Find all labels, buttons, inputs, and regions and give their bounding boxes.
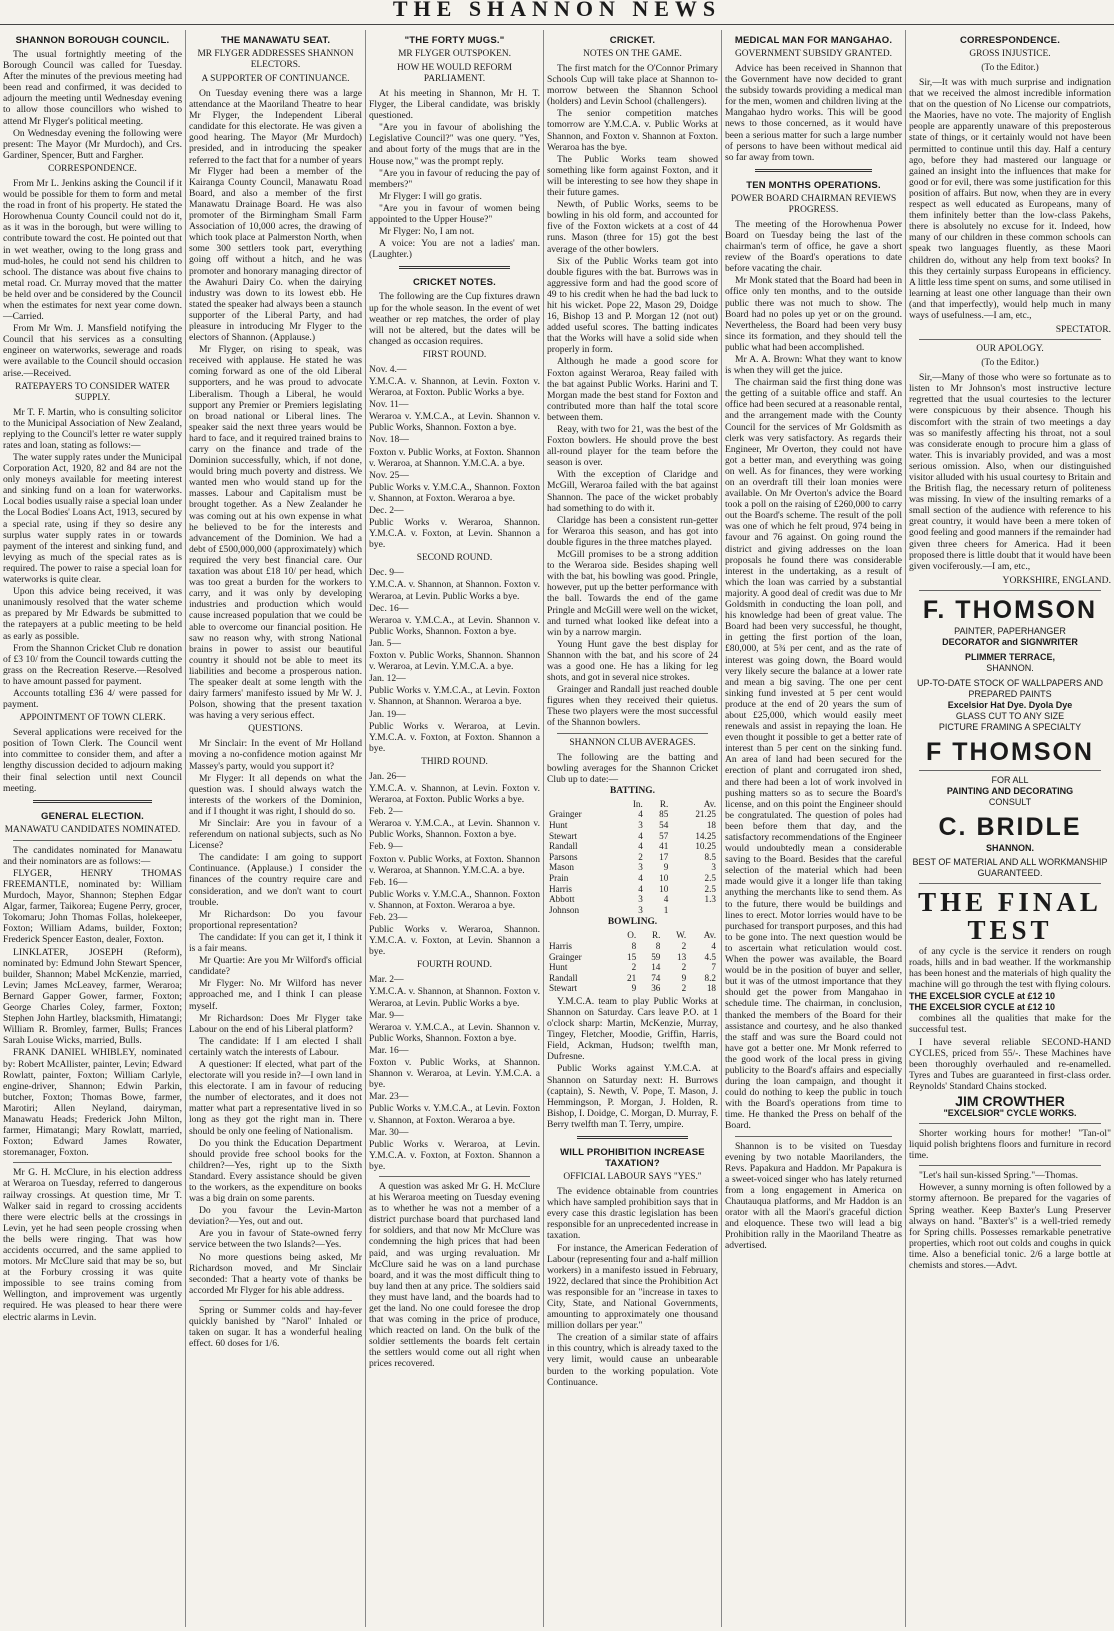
- table-cell: 8: [631, 940, 637, 951]
- round-heading: THIRD ROUND.: [421, 756, 488, 767]
- fixture-text: Foxton v. Public Works, at Foxton. Shannon v. Weraroa, at Shannon. Y.M.C.A. a bye.: [369, 853, 540, 876]
- table-row: [547, 973, 718, 984]
- headline-manawatu-seat: THE MANAWATU SEAT.: [220, 35, 331, 46]
- fixture-date: Jan. 19—: [369, 708, 406, 720]
- table-row: [547, 841, 718, 852]
- article-paragraph: Mr Sinclair: In the event of Mr Holland moving a no-confidence motion against Mr Massey's party, would you support it?: [189, 738, 362, 772]
- headline-prohibition: WILL PROHIBITION INCREASE TAXATION?: [560, 1147, 705, 1170]
- article-paragraph: The usual fortnightly meeting of the Borough Council was called for Tuesday. After the minutes of the previous meeting had been read and confirmed, it was decided to adjourn the meeting until Wednesday evening to allow those councillors who wished to attend Mr Flyger's political meeting.: [3, 49, 182, 127]
- article-paragraph: The chairman said the first thing done was the getting of a suitable office and staff. An office had been secured at a reasonable rental, and the arrangement made with the County Council for the services of Mr Goldsmith as clerk was very satisfactory. As regards their Engineer, Mr Overton, they could not have got a better man, and everything was going on well. As for finances, they were working on an overdraft till their loan monies were available. On Mr Overton's advice the Board took a poll on the raising of £260,000 to carry out the Board's scheme. The result of the poll was one of which he felt proud, 974 being in favour and 76 against. On going round the district and giving addresses on the loan proposals he found there was considerable interest in the undertaking, as a result of which the loan was carried by a substantial majority. A good deal of credit was due to Mr Goldsmith in conducting the loan poll, and his knowledge had been of great value. The Board had been very successful, he thought, in getting the first portion of the loan, £80,000, at 5¾ per cent, and as the rate of interest was going down, the Board would very likely secure the balance at a lower rate and mean a big saving. The one per cent sinking fund invested at 5 per cent would produce at the end of 20 years the sum of about £25,000, which would easily meet renewals and assist in repaying the loan. He even thought it possible to get a better rate of interest than 5 per cent on the sinking fund. An area of land had been secured for the erection of plant and corrugated iron shed, and there had been a lot of work involved in pushing matters so as to secure the Board's license, and on this point the Engineer should be congratulated. The question of poles had been before them that day, and the satisfactory recommendations of the Engineer would undoubtedly mean a considerable saving to the Board. Besides that the careful selection of the material which had been made would give it a longer life than taking anything the merchants like to send them. As to the future, there would be buildings and lines to erect. Motor lorries would have to be purchased for transport purposes, and this had to be gone into. The next question would be to ascertain what reticulation would cost. When the power was available, the Board would be in the position of buyer and seller, but it was of the utmost importance that they should get the power from Mangahao in schedule time. The chairman, in conclusion, thanked the members of the Board for their assistance and courtesy, and he also thanked the staff and was sure the Board could not have got a better one. Mr Monk referred to the good work of the local press in giving publicity to the Board's affairs and especially during the loan campaign, and thought it could do nothing to keep the public in touch with the Board's operations from time to time. He thanked the Press on behalf of the Board.: [725, 377, 902, 1132]
- fixture-list: [369, 974, 540, 1172]
- table-cell: Harris: [549, 940, 572, 951]
- table-cell: 2.5: [704, 883, 716, 894]
- bowling-title: BOWLING.: [607, 917, 658, 928]
- subheading: MR FLYGER ADDRESSES SHANNON ELECTORS.: [197, 49, 354, 70]
- article-paragraph: From Mr L. Jenkins asking the Council if it would be possible for them to form and metal the road in front of his property. He stated the Horowhenua County Council could not do it, as it was in the borough, but were willing to contribute toward the cost. He pointed out that in wet weather, owing to the long grass and mud-holes, he could not send his children to school. The distance was about five chains to metal road. Cr. Murray moved that the matter be held over and be considered by the Council when the estimates for next year come down.—Carried.: [3, 177, 182, 323]
- subheading: GOVERNMENT SUBSIDY GRANTED.: [734, 49, 893, 59]
- article-paragraph: For instance, the American Federation of Labour (representing four and a-half million workers) in a manifesto issued in February, 1922, declared that since the Prohibition Act was responsible for an "increase in taxes to City, State, and National Governments, amounting to approximately one thousand million dollars per year.": [547, 1242, 718, 1332]
- fixture-text: Foxton v. Public Works, Shannon. Shannon v. Weraroa, at Levin. Y.M.C.A. a bye.: [369, 650, 540, 673]
- article-paragraph: The creation of a similar state of affairs in this country, which is already taxed to the very limit, would cause an unbearable burden to the working population. Vote Continuance.: [547, 1332, 718, 1388]
- subheading-correspondence: CORRESPONDENCE.: [48, 163, 137, 174]
- headline-general-election: GENERAL ELECTION.: [41, 810, 144, 822]
- table-row: [547, 862, 718, 873]
- column-3: [366, 30, 544, 1627]
- table-cell: 85: [659, 809, 669, 820]
- table-cell: 9: [631, 983, 637, 994]
- advert-title: THE FINAL TEST: [918, 886, 1102, 945]
- table-row: [547, 894, 718, 905]
- article-paragraph: The senior competition matches tomorrow are Y.M.C.A. v. Public Works at Shannon, and Foxton v. Shannon at Foxton. Weraroa has the bye.: [547, 108, 718, 153]
- table-cell: 21.25: [695, 809, 716, 820]
- table-cell: Randall: [549, 972, 578, 983]
- article-paragraph: The Public Works team showed something like form against Foxton, and it will be interesting to see how they shape in their future games.: [547, 153, 718, 199]
- table-cell: 4: [638, 809, 643, 820]
- fixture-text: Public Works v. Y.M.C.A., at Levin. Foxton v. Shannon, at Foxton. Weraroa a bye.: [369, 1103, 540, 1126]
- table-cell: Johnson: [549, 904, 580, 915]
- divider: [13, 1162, 172, 1163]
- headline-cricket: CRICKET.: [609, 35, 656, 46]
- column-1: [0, 30, 186, 1627]
- fixture-text: Y.M.C.A. v. Shannon, at Shannon. Foxton v. Weraroa, at Levin. Public Works a bye.: [369, 579, 540, 602]
- fixture-text: Public Works v. Weraroa, Shannon. Y.M.C.A. v. Foxton, at Levin. Shannon a bye.: [369, 924, 540, 958]
- fixture-date: Mar. 2—: [369, 974, 404, 986]
- table-cell: 14: [651, 962, 661, 973]
- advert-name: C. BRIDLE: [938, 812, 1082, 841]
- divider: [577, 1136, 688, 1139]
- table-cell: 9: [663, 862, 669, 873]
- table-cell: 4: [638, 830, 643, 841]
- table-cell: 10: [659, 883, 669, 894]
- article-paragraph: Public Works against Y.M.C.A. at Shannon on Saturday next: H. Burrows (captain), S. Newth, V. Pope, T. Mason, J. Hemmingson, P. Morgan, J. Holden, R. Bishop, I. Doidge, C. Morgan, D. Murray, F. Berry twelfth man T. Terry, umpire.: [547, 1063, 718, 1130]
- column-5: [722, 30, 906, 1627]
- table-cell: 8.2: [704, 972, 716, 983]
- fixture-date: Dec. 16—: [369, 602, 409, 614]
- letter-signature: SPECTATOR.: [1055, 324, 1111, 336]
- divider: [13, 840, 172, 841]
- table-cell: 2: [631, 962, 637, 973]
- fixture-date: Feb. 9—: [369, 841, 403, 853]
- article-paragraph: Accounts totalling £36 4/ were passed for payment.: [3, 687, 182, 711]
- advert-line: PICTURE FRAMING A SPECIALTY: [938, 721, 1082, 732]
- article-paragraph: The first match for the O'Connor Primary Schools Cup will take place at Shannon to-morrow between the Shannon School (holders) and Levin School (challengers).: [547, 63, 718, 108]
- table-cell: 4: [711, 940, 716, 951]
- table-cell: 59: [651, 951, 661, 962]
- fixture-list: [369, 364, 540, 551]
- table-row: [547, 905, 718, 916]
- bowling-table: [547, 930, 718, 994]
- table-cell: 21: [627, 972, 637, 983]
- table-header: In.: [632, 798, 643, 809]
- letter-signature: YORKSHIRE, ENGLAND.: [1002, 574, 1111, 586]
- table-header: W.: [676, 930, 687, 941]
- advert-name: F THOMSON: [926, 737, 1094, 766]
- article-paragraph: FRANK DANIEL WHIBLEY, nominated by: Robert McAllister, painter, Levin; Edward Rowlatt, painter, Foxton; William Carlyle, engine-driver, Shannon; Edwin Parkin, butcher, Foxton; Thomas Bowe, farmer, Marotiri; Allen Neyland, dairyman, Manawatu Heads; Frederick John Milton, farmer, Himatangi; Mary Rowlatt, married, Foxton; Edward James Rowater, storemanager, Foxton.: [3, 1047, 182, 1159]
- article-paragraph: Mr T. F. Martin, who is consulting solicitor to the Municipal Association of New Zealand, replying to the Council's letter re water supply rates and loan, stating as follows:—: [3, 406, 182, 451]
- article-paragraph: No more questions being asked, Mr Richardson moved, and Mr Sinclair seconded: That a hearty vote of thanks be accorded Mr Flyger for his able address.: [189, 1251, 362, 1296]
- letter-address: (To the Editor.): [981, 358, 1039, 369]
- table-cell: 3: [711, 862, 716, 873]
- fixture-date: Nov. 11—: [369, 399, 409, 411]
- headline-forty-mugs: "THE FORTY MUGS.": [404, 35, 505, 46]
- column-2: [186, 30, 366, 1627]
- table-cell: 54: [659, 820, 669, 830]
- table-header: Av.: [703, 930, 716, 941]
- article-paragraph: The meeting of the Horowhenua Power Board on Tuesday being the last of the chairman's term of office, he gave a short review of the Board's operations to date before vacating the chair.: [725, 218, 902, 275]
- fixture-text: Public Works v. Weraroa, at Levin. Y.M.C.A. v. Foxton, at Foxton. Shannon a bye.: [369, 1138, 540, 1172]
- subheading-water-supply: RATEPAYERS TO CONSIDER WATER SUPPLY.: [15, 381, 170, 403]
- article-paragraph: Y.M.C.A. team to play Public Works at Shannon on Saturday. Cars leave P.O. at 1 o'clock sharp: Martin, McKenzie, Murray, Tingey, Fletcher, Moodie, Griffin, Harris, Field, Ackman, Hudson; twelfth man, Dufresne.: [547, 995, 718, 1063]
- article-paragraph: A question was asked Mr G. H. McClure at his Weraroa meeting on Tuesday evening as to whether he was not a member of a district purchase board that purchased land for soldiers, and that now Mr McClure was condemning the high prices that had been paid, and was urging revaluation. Mr McClure said he was on a land purchase board, and it was the most difficult thing to buy land then at any price. The soldiers said they must have land, and the boards had to get the land. No one could foresee the drop that was coming in the price of produce, which reacted on land. On the bulk of the soldier settlements the boards felt certain the settlers would come out all right when prices recovered.: [369, 1180, 540, 1370]
- table-cell: [670, 905, 718, 916]
- table-row: [547, 941, 718, 952]
- table-cell: 13: [677, 951, 687, 962]
- table-cell: 4: [663, 894, 669, 905]
- table-cell: 8: [655, 940, 661, 951]
- fixture-text: Public Works v. Y.M.C.A., Shannon. Foxton v. Shannon, at Foxton. Weraroa a bye.: [369, 888, 540, 911]
- advert-line: UP-TO-DATE STOCK OF WALLPAPERS AND PREPARED PAINTS: [916, 677, 1104, 699]
- article-paragraph: Mr A. A. Brown: What they want to know is when they will get the juice.: [725, 353, 902, 377]
- advert-line: GLASS CUT TO ANY SIZE: [955, 710, 1065, 721]
- article-paragraph: Claridge has been a consistent run-getter for Weraroa this season, and has got into double figures in the three matches played.: [547, 514, 718, 548]
- subheading: POWER BOARD CHAIRMAN REVIEWS PROGRESS.: [730, 193, 897, 215]
- advert-line: SHANNON.: [986, 662, 1034, 673]
- article-paragraph: The evidence obtainable from countries which have sampled prohibition says that in every case this drastic legislation has been responsible for an unprecedented increase in taxation.: [547, 1186, 718, 1242]
- advert-paragraph: Spring or Summer colds and hay-fever quickly banished by "Narol" Inhaled or taken on sugar. It has a wonderful healing effect. 60 doses for 1/6.: [189, 1304, 362, 1350]
- fixture-text: Public Works v. Y.M.C.A., at Levin. Foxton v. Shannon, at Shannon. Weraroa a bye.: [369, 685, 540, 708]
- article-paragraph: Shannon is to be visited on Tuesday evening by two notable Maorilanders, the Revs. Papakura and Haddon. Mr Papakura is a sweet-voiced singer who has lately returned from a long engagement in America on Chautauqua platforms, and Mr Haddon is an orator with all the Maori's graceful diction and eloquence. These two will lead a big Prohibition rally in the Maoriland Theatre as advertised.: [725, 1140, 902, 1252]
- fixture-date: Feb. 16—: [369, 876, 408, 888]
- article-paragraph: Mr Flyger: No, I am not.: [379, 226, 475, 238]
- table-cell: Grainger: [549, 809, 582, 820]
- advert-line: PLIMMER TERRACE,: [965, 651, 1055, 662]
- table-header: [547, 930, 614, 941]
- article-paragraph: Mr G. H. McClure, in his election address at Weraroa on Tuesday, referred to dangerous railway crossings. At question time, Mr T. Walker said in regard to crossing accidents there were electric bells at the crossings in Levin, yet he had seen people crossing when the bells were ringing. That was how accidents occurred, and the same applied to motors. Mr McClure said that may be so, but at the Forbury crossing it was quite impossible to see trains coming from Wellington, and improvement was urgently required. He was pleased to hear there were electric alarms in Levin.: [3, 1167, 182, 1323]
- article-paragraph: Young Hunt gave the best display for Shannon with the bat, and his score of 24 was a good one. He has a liking for leg shots, and got in several nice strokes.: [547, 638, 718, 684]
- headline-borough-council: SHANNON BOROUGH COUNCIL.: [15, 35, 170, 46]
- article-paragraph: Mr Flyger: I will go gratis.: [379, 190, 482, 202]
- table-cell: Parsons: [549, 851, 578, 862]
- table-cell: 18: [706, 983, 716, 994]
- headline-cricket-notes: CRICKET NOTES.: [412, 277, 497, 289]
- article-paragraph: Do you favour the Levin-Marton deviation?—Yes, out and out.: [189, 1205, 362, 1228]
- advert-excelsior: [909, 888, 1111, 1119]
- table-row: [547, 884, 718, 895]
- fixture-text: Foxton v. Public Works, at Foxton. Shannon v. Weraroa, at Shannon. Y.M.C.A. a bye.: [369, 446, 540, 469]
- advert-name: JIM CROWTHER: [955, 1092, 1065, 1109]
- subheading: OFFICIAL LABOUR SAYS "YES.": [563, 1172, 702, 1183]
- table-cell: 7: [711, 962, 716, 973]
- advert-paragraph: However, a sunny morning is often followed by a stormy afternoon. Be prepared for the vagaries of Spring weather. Keep Baxter's Lung Preserver always on hand. "Baxter's" is a well-tried remedy for Spring chills. Possesses remarkable penetrative properties, which root out colds and coughs in quick time. Also a beneficial tonic. 2/6 a large bottle at chemists and stores.—Advt.: [909, 1182, 1111, 1271]
- fixture-date: Jan. 12—: [369, 673, 406, 685]
- fixture-text: Weraroa v. Y.M.C.A., at Levin. Shannon v. Public Works, Shannon. Foxton a bye.: [369, 614, 540, 637]
- advert-paragraph: of any cycle is the service it renders on rough roads, hills and in bad weather. If the workmanship has been honest and the materials of high quality the machine will go through the test with flying colours.: [909, 945, 1111, 991]
- subheading: GROSS INJUSTICE.: [969, 49, 1051, 59]
- fixture-text: Public Works v. Y.M.C.A., Shannon. Foxton v. Shannon, at Foxton. Weraroa a bye.: [369, 481, 540, 504]
- table-cell: 17: [659, 851, 669, 862]
- round-heading: FOURTH ROUND.: [417, 960, 492, 971]
- advert-line: PAINTER, PAPERHANGER: [954, 625, 1066, 636]
- table-cell: Stewart: [549, 983, 578, 994]
- article-paragraph: The candidate: If I am elected I shall certainly watch the interests of Labour.: [189, 1035, 362, 1058]
- subheading: NOTES ON THE GAME.: [583, 49, 682, 59]
- masthead: THE SHANNON NEWS: [0, 0, 1114, 25]
- table-row: [547, 852, 718, 863]
- subheading-candidates: MANAWATU CANDIDATES NOMINATED.: [4, 824, 181, 835]
- table-cell: 10: [659, 872, 669, 883]
- article-paragraph: FLYGER, HENRY THOMAS FREEMANTLE, nominated by: William Murdoch, Mayor, Shannon; Stephen Edgar Algar, farmer, Taikorea; Eugene Perry, grocer, Tokomaru; John Thomas Follas, holekeeper, Foxton; William Adams, builder, Foxton; Frederick Spencer Easton, dealer, Foxton.: [3, 867, 182, 946]
- table-cell: 2: [681, 940, 687, 951]
- advert-line: SHANNON.: [985, 842, 1034, 853]
- fixture-text: Public Works v. Weraroa, Shannon. Y.M.C.A. v. Foxton, at Levin. Shannon a bye.: [369, 517, 540, 551]
- table-header: R.: [659, 798, 669, 809]
- divider: [919, 1123, 1101, 1124]
- fixture-date: Mar. 30—: [369, 1126, 409, 1138]
- advert-line: "EXCELSIOR" CYCLE WORKS.: [943, 1107, 1077, 1118]
- article-paragraph: At his meeting in Shannon, Mr H. T. Flyger, the Liberal candidate, was briskly questioned.: [369, 88, 540, 122]
- article-paragraph: From Mr Wm. J. Mansfield notifying the Council that his services as a consulting engineer on waterworks, sewerage and roads were available to the Council should occasion arise.—Received.: [3, 323, 182, 379]
- article-paragraph: On Wednesday evening the following were present: The Mayor (Mr Murdoch), and Crs. Gardiner, Spencer, Butt and Fargher.: [3, 127, 182, 161]
- advert-thomson: [909, 597, 1111, 766]
- fixture-text: Y.M.C.A. v. Shannon, at Levin. Foxton v. Weraroa, at Foxton. Public Works a bye.: [369, 782, 540, 806]
- table-cell: 2: [681, 962, 687, 973]
- fixture-date: Mar. 23—: [369, 1091, 409, 1103]
- article-paragraph: Mr Richardson: Do you favour proportional representation?: [189, 908, 362, 931]
- fixture-date: Nov. 4.—: [369, 363, 407, 375]
- subheading: A SUPPORTER OF CONTINUANCE.: [201, 74, 350, 84]
- article-paragraph: The following are the Cup fixtures drawn up for the whole season. In the event of wet weather or rep matches, the order of play will not be altered, but the dates will be changed as occasion requires.: [369, 291, 540, 347]
- batting-table: [547, 799, 718, 916]
- article-paragraph: Although he made a good score for Foxton against Weraroa, Reay failed with the bat against Public Works. Harini and T. Morgan made the best stand for Foxton and contributed more than half the total score between them.: [547, 356, 718, 423]
- fixture-date: Nov. 18—: [369, 434, 409, 446]
- divider: [919, 1165, 1101, 1166]
- column-6: [906, 30, 1114, 1627]
- article-paragraph: From the Shannon Cricket Club re donation of £3 10/ from the Council towards cutting the grass on the Recreation Reserve.—Resolved to have amount passed for payment.: [3, 642, 182, 687]
- article-paragraph: A voice: You are not a ladies' man. (Laughter.): [369, 238, 540, 261]
- table-cell: Harris: [549, 883, 572, 894]
- article-paragraph: The candidate: If you can get it, I think it is a fair means.: [189, 931, 362, 955]
- article-paragraph: The following are the batting and bowling averages for the Shannon Cricket Club up to date:—: [547, 751, 718, 785]
- article-paragraph: The candidate: I am going to support Continuance. (Applause.) I consider the finances of the country require care and consideration, and we don't want to court trouble.: [189, 852, 362, 908]
- table-cell: 3: [638, 820, 643, 830]
- divider: [755, 169, 872, 172]
- table-cell: 8.5: [704, 851, 716, 862]
- advert-line: DECORATOR and SIGNWRITER: [942, 636, 1078, 647]
- article-paragraph: Mr Quartie: Are you Mr Wilford's official candidate?: [189, 955, 362, 978]
- table-cell: 14.25: [695, 830, 716, 841]
- article-paragraph: "Are you in favour of abolishing the Legislative Council?" was one query. "Yes, and about forty of the mugs that are in the House now," was the prompt reply.: [369, 122, 540, 167]
- table-cell: Abbott: [549, 894, 575, 905]
- table-cell: 3: [638, 894, 643, 905]
- fixture-date: Mar. 16—: [369, 1044, 409, 1056]
- article-paragraph: Newth, of Public Works, seems to be bowling in his old form, and accounted for five of the Foxton wickets at a cost of 44 runs. Mason (three for 15) got the best average of the other bowlers.: [547, 199, 718, 255]
- fixture-text: Weraroa v. Y.M.C.A., at Levin. Shannon v. Public Works, Shannon. Foxton a bye.: [369, 1021, 540, 1044]
- table-cell: 2: [681, 983, 687, 994]
- article-paragraph: The water supply rates under the Municipal Corporation Act, 1920, 82 and 84 are not the only moneys available for meeting interest and sinking fund on a loan for waterworks. Local bodies usually raise a special loan under the Local Bodies' Loans Act, 1913, secured by a special rate, using if they so desire any surplus water supply rates in or towards payment of the interest and sinking fund, and levying as much of the special rates as is required. The power to raise a special loan for waterworks is quite clear.: [3, 452, 182, 586]
- table-header: Av.: [703, 798, 716, 809]
- article-paragraph: On Tuesday evening there was a large attendance at the Maoriland Theatre to hear Mr Flyger, the Independent Liberal candidate for this electorate. He was given a good hearing. The Mayor (Mr Murdoch) presided, and in introducing the speaker referred to the fact that for a number of years Mr Flyger had been a member of the Kairanga County Council, Manawatu Road Board, and also a member of the first Manawatu Drainage Board. He was also promoter of the Birmingham Small Farm Association of 10,000 acres, the drawing of which took place at Palmerston North, when some 300 settlers took part, everything going off without a hitch, and he was promoter and honorary managing director of the Awahuri Dairy Co. when the dairying industry was down to its lowest ebb. He stated the speaker had always been a staunch supporter of the Liberal Party, and had pleasure in introducing Mr Flyger to the electors of Shannon. (Applause.): [189, 88, 362, 344]
- advert-line: Excelsior Hat Dye. Dyola Dye: [947, 699, 1073, 710]
- headline-medical-man: MEDICAL MAN FOR MANGAHAO.: [734, 35, 893, 46]
- table-cell: 2.5: [704, 872, 716, 883]
- column-4: [544, 30, 722, 1627]
- table-row: [547, 952, 718, 963]
- advert-line: FOR ALL: [991, 774, 1029, 785]
- subheading: MR FLYGER OUTSPOKEN.: [398, 49, 511, 59]
- table-cell: 2: [638, 851, 643, 862]
- table-cell: Randall: [549, 841, 578, 852]
- table-cell: 4: [638, 872, 643, 883]
- table-cell: 10.25: [695, 841, 716, 852]
- table-cell: Mason: [549, 862, 575, 873]
- article-paragraph: Mr Flyger: No. Mr Wilford has never approached me, and I think I can please myself.: [189, 978, 362, 1012]
- fixture-list: [369, 771, 540, 958]
- table-header-row: [547, 930, 718, 941]
- table-cell: 74: [651, 972, 661, 983]
- subheading-town-clerk: APPOINTMENT OF TOWN CLERK.: [19, 713, 166, 724]
- table-cell: 15: [627, 951, 637, 962]
- article-paragraph: A questioner: If elected, what part of the electorate will you reside in?—I own land in this electorate. I am in favour of reducing the number of electorates, and it does not matter what part a representative lived in so long as they got the right man in. There should be only one feeling of Nationalism.: [189, 1058, 362, 1137]
- fixture-date: Jan. 26—: [369, 770, 406, 782]
- table-cell: Prain: [549, 872, 569, 883]
- headline-correspondence: CORRESPONDENCE.: [959, 35, 1061, 46]
- subheading-apology: OUR APOLOGY.: [976, 344, 1044, 355]
- table-row: [547, 820, 718, 831]
- article-paragraph: Mr Richardson: Does Mr Flyger take Labour on the end of his Liberal platform?: [189, 1012, 362, 1035]
- advert-name: F. THOMSON: [922, 595, 1098, 624]
- table-header: [547, 799, 618, 810]
- divider: [735, 1136, 892, 1137]
- table-cell: 1: [663, 904, 669, 915]
- article-paragraph: Reay, with two for 21, was the best of the Foxton bowlers. He should prove the best all-round player for the team before the season is over.: [547, 424, 718, 469]
- fixture-text: Y.M.C.A. v. Shannon, at Shannon. Foxton v. Weraroa, at Levin. Public Works a bye.: [369, 986, 540, 1009]
- advert-paragraph: I have several reliable SECOND-HAND CYCLES, priced from 55/-. These Machines have been thoroughly overhauled and re-enamelled. Tyres and Tubes are guaranteed in first-class order. Reynolds' Standard Chains stocked.: [909, 1036, 1111, 1092]
- fixture-date: Jan. 5—: [369, 637, 401, 649]
- table-cell: 3: [638, 904, 643, 915]
- fixture-date: Dec. 2—: [369, 505, 404, 516]
- letter-address: (To the Editor.): [981, 63, 1039, 73]
- fixture-text: Public Works v. Weraroa, at Levin. Y.M.C.A. v. Foxton, at Foxton. Shannon a bye.: [369, 720, 540, 754]
- advert-line: PAINTING AND DECORATING: [946, 785, 1074, 796]
- fixture-text: Weraroa v. Y.M.C.A., at Levin. Shannon v. Public Works, Shannon. Foxton a bye.: [369, 818, 540, 841]
- table-header-row: [547, 799, 718, 810]
- advert-line: BEST OF MATERIAL AND ALL WORKMANSHIP GUARANTEED.: [912, 856, 1108, 878]
- article-paragraph: "Are you in favour of women being appointed to the Upper House?": [369, 202, 540, 226]
- table-cell: 18: [706, 820, 716, 830]
- table-header: R.: [651, 930, 661, 941]
- round-heading: FIRST ROUND.: [422, 349, 487, 360]
- divider: [399, 266, 510, 269]
- article-paragraph: "Are you in favour of reducing the pay of members?": [369, 167, 540, 190]
- table-cell: 4.5: [704, 951, 716, 962]
- divider: [919, 339, 1101, 340]
- table-cell: Grainger: [549, 951, 582, 962]
- article-paragraph: Mr Sinclair: Are you in favour of a referendum on national subjects, such as No License?: [189, 818, 362, 852]
- table-cell: Hunt: [549, 962, 568, 973]
- fixture-list: [369, 567, 540, 754]
- fixture-date: Mar. 9—: [369, 1009, 404, 1021]
- divider: [379, 1176, 530, 1177]
- article-paragraph: Upon this advice being received, it was unanimously resolved that the water scheme as prepared by Mr Edwards be submitted to the ratepayers at a public meeting to be held as early as possible.: [3, 586, 182, 642]
- divider: [557, 733, 708, 734]
- fixture-date: Feb. 23—: [369, 912, 408, 923]
- fixture-date: Dec. 9—: [369, 567, 404, 579]
- divider: [919, 770, 1101, 771]
- table-row: [547, 831, 718, 842]
- fixture-date: Nov. 25—: [369, 469, 409, 481]
- divider: [33, 800, 152, 803]
- advert-line: THE EXCELSIOR CYCLE at £12 10: [909, 1002, 1056, 1013]
- article-paragraph: Grainger and Randall just reached double figures when they received their quietus. These two players were the most successful of the Shannon bowlers.: [547, 684, 718, 729]
- table-cell: 57: [659, 830, 669, 841]
- batting-title: BATTING.: [610, 785, 655, 796]
- article-paragraph: Mr Flyger, on rising to speak, was received with applause. He stated he was coming forward as one of the old Liberal supporters, and he was proud to advocate Liberalism. Though a Liberal, he would support any Premier or Premiers legislating on broad national or Liberal lines. The speaker said the next three years would be hard to face, and it required trained brains to carry on the finance and trade of the Dominion successfully, which, if not done, would bring much poverty and distress. We wanted men who would stand up for the masses. Labour and Capitalism must be brought together. As a New Zealander he was coming out at his own expense in what he believed to be for the interests and advancement of the Dominion. We had a debt of £500,000,000 (approximately) which required the very best financial care. Our taxation was about £18 10/ per head, which was too great a burden for the workers to carry, and it was only by developing industries and production which would cause increased population that we could be able to overcome our financial position. He saw no reason why, with strong National brains in power to assist our beautiful country it should not be able to meet its liabilities and become a prosperous nation. The speaker dealt at some length with the dairy farmers' manifesto issued by Mr W. J. Polson, showing that the present taxation was having a very serious effect.: [189, 344, 362, 722]
- table-cell: 41: [659, 841, 669, 852]
- table-row: [547, 809, 718, 820]
- subheading: HOW HE WOULD REFORM PARLIAMENT.: [396, 63, 513, 84]
- article-paragraph: Six of the Public Works team got into double figures with the bat. Burrows was in aggressive form and had the good score of 49 to his credit when he had the bad luck to hit his wicket. Pope 22, Mason 29, Doidge 16, Bishop 13 and P. Morgan 12 (not out) added useful scores. The batting indicates that the Works will have a solid side when properly in form.: [547, 255, 718, 356]
- article-paragraph: Do you think the Education Department should provide free school books for the children?—Yes, right up to the Sixth Standard. Every assistance should be given to the workers, as the expenditure on books was a big drain on some parents.: [189, 1137, 362, 1205]
- table-header: O.: [627, 930, 637, 941]
- article-paragraph: The candidates nominated for Manawatu and their nominators are as follows:—: [3, 844, 182, 867]
- divider: [919, 590, 1101, 591]
- table-cell: Stewart: [549, 830, 578, 841]
- advert-bridle: [909, 775, 1111, 879]
- headline-ten-months: TEN MONTHS OPERATIONS.: [746, 179, 881, 191]
- fixture-text: Foxton v. Public Works, at Shannon. Shannon v. Weraroa, at Levin. Y.M.C.A. a bye.: [369, 1057, 540, 1091]
- table-row: [547, 983, 718, 994]
- article-paragraph: Are you in favour of State-owned ferry service between the two Islands?—Yes.: [189, 1228, 362, 1251]
- letter-paragraph: Sir,—It was with much surprise and indignation that we received the almost incredible information that on the question of No License our compatriots, the Maories, have no vote. The majority of English people are apparently unaware of this preposterous state of things, or it certainly would not have been permitted to continue until this day. Half a century ago, before they had mastered our language or gained an insight into the influences that make for good or for evil, there was some justification for this position of affairs. But now, when they are in every respect as well educated as Europeans, many of them infinitely better than the low-class Pakehs, there is absolutely no excuse for it. Indeed, how many of our children in these common schools can speak two languages fluently, as these Maori children do, without any help from text books? In this they certainly surpass Europeans in efficiency. A little less time spent on sums, and some utilised in learning at least one other language than their own (and that imperfectly), would help much in many ways of usefulness.—I am, etc.,: [909, 77, 1111, 321]
- letter-paragraph: Sir,—Many of those who were so fortunate as to listen to Mr Johnson's most instructive lecture regretted that the usual courtesies to the lecturer were conspicuous by their absence. Though his discomfort with the strain of two meetings a day was so manifestly affecting his throat, not a soul was considerate enough to procure him a glass of water. This is invariably provided, and was a most serious omission. Also, when our distinguished visitor alluded with his usual courtesy to Britain and the British flag, the necessary return of politeness was missing. In view of the insulting remarks of a small section of the audience with reference to his great country, it would have been a mere token of good feeling and good manners if the remainder had given three cheers for America. Had it been proposed there is little doubt that it would have been given vociferously.—I am, etc.,: [909, 372, 1111, 572]
- table-row: [547, 962, 718, 973]
- subheading-averages: SHANNON CLUB AVERAGES.: [569, 737, 696, 748]
- advert-line: THE EXCELSIOR CYCLE at £12 10: [909, 991, 1056, 1002]
- article-paragraph: Several applications were received for the position of Town Clerk. The Council went into committee to consider them, and after a lengthy discussion decided to adjourn making their final selection until next Council meeting.: [3, 727, 182, 794]
- advert-paragraph: combines all the qualities that make for the successful test.: [909, 1013, 1111, 1036]
- subheading-questions: QUESTIONS.: [248, 724, 303, 735]
- table-cell: Hunt: [549, 820, 568, 830]
- table-cell: 36: [651, 983, 661, 994]
- advert-line: CONSULT: [988, 796, 1032, 807]
- advert-paragraph: "Let's hail sun-kissed Spring."—Thomas.: [919, 1170, 1079, 1182]
- article-paragraph: With the exception of Claridge and McGill, Weraroa failed with the bat against Shannon. The pace of the wicket probably had something to do with it.: [547, 469, 718, 514]
- table-cell: 1.3: [704, 894, 716, 905]
- fixture-text: Weraroa v. Y.M.C.A., at Levin. Shannon v. Public Works, Shannon. Foxton a bye.: [369, 411, 540, 434]
- divider: [919, 883, 1101, 884]
- article-paragraph: Mr Flyger: It all depends on what the question was. I should always watch the interests of the workers of the Dominion, and if I thought it was right, I should do so.: [189, 772, 362, 817]
- article-paragraph: McGill promises to be a strong addition to the Weraroa side. Besides shaping well with the bat, his bowling was good. Pringle, however, put up the better performance with the ball. Towards the end of the game Pringle and McGill were well on the wicket, and turned what looked like defeat into a win by a narrow margin.: [547, 549, 718, 638]
- advert-paragraph: Shorter working hours for mother! "Tan-ol" liquid polish brightens floors and furniture in record time.: [909, 1127, 1111, 1162]
- divider: [199, 1300, 352, 1301]
- table-cell: 4: [638, 841, 643, 852]
- fixture-text: Y.M.C.A. v. Shannon, at Levin. Foxton v. Weraroa, at Foxton. Public Works a bye.: [369, 375, 540, 399]
- article-paragraph: Mr Monk stated that the Board had been in office only ten months, and to the outside public there was not much to show. The Board had no poles up yet or on the ground. Nevertheless, the Board had been very busy since its formation, and they should tell the public what had been accomplished.: [725, 275, 902, 353]
- table-row: [547, 873, 718, 884]
- table-cell: 3: [638, 862, 643, 873]
- table-cell: 4: [638, 883, 643, 894]
- table-cell: 9: [681, 972, 687, 983]
- fixture-date: Feb. 2—: [369, 806, 403, 818]
- article-paragraph: LINKLATER, JOSEPH (Reform), nominated by: Edmund John Stewart Spencer, builder, Shannon; Mabel McKenzie, married, Levin; James McLeavey, farmer, Weraroa; Bernard Gapper Gower, farmer, Foxton; George Charles Coley, farmer, Foxton; Stephen John Hartley, blacksmith, Himatangi; William R. Bromley, farmer, Bulls; Frances Sarah Louise Wicks, married, Bulls.: [3, 946, 182, 1047]
- article-paragraph: Advice has been received in Shannon that the Government have now decided to grant the subsidy towards providing a medical man for the men, women and children living at the Mangahao hydro works. This will be good news to those concerned, as it would have been a serious matter for such a large number of persons to have been without medical aid so far away from town.: [725, 63, 902, 163]
- round-heading: SECOND ROUND.: [416, 553, 493, 564]
